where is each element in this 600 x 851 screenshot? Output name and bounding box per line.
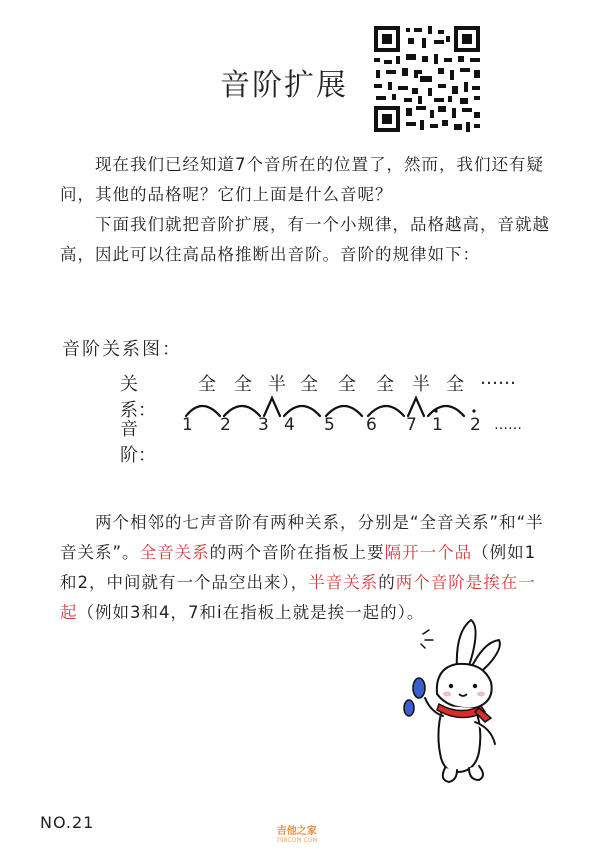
intro-text xyxy=(60,150,550,270)
watermark xyxy=(276,822,318,844)
half-step-mark xyxy=(264,398,280,416)
intro-paragraph-2: 下面我们就把音阶扩展，有一个小规律，品格越高，音就越高，因此可以往高品格推断出音阶。音阶的规律如下： xyxy=(60,215,550,264)
whole-step-term: 全音关系 xyxy=(139,543,210,562)
diagram-heading: 音阶关系图： xyxy=(62,339,182,360)
explain-text: 的两个音阶在指板上要 xyxy=(209,543,385,562)
high-octave-dot xyxy=(434,409,437,412)
intro-paragraph-1: 现在我们已经知道7个音所在的位置了，然而，我们还有疑问，其他的品格呢？它们上面是什么音呢？ xyxy=(60,155,544,204)
page-title: 音阶扩展 xyxy=(220,68,348,103)
octave-dots xyxy=(300,407,500,417)
relation-item: 全 xyxy=(338,374,356,395)
whole-step-rule: 隔开一个品 xyxy=(384,543,473,562)
relation-item: 全 xyxy=(446,374,464,395)
scale-degree: 5 xyxy=(324,415,335,435)
bunny-illustration xyxy=(395,612,505,787)
page-number: NO.21 xyxy=(40,813,95,832)
relations-ellipsis: …… xyxy=(480,368,516,389)
relation-item: 半 xyxy=(412,374,430,395)
scale-degree: 7 xyxy=(406,415,417,435)
qr-code-icon xyxy=(372,24,482,134)
scale-degree: 4 xyxy=(284,415,295,435)
relations-label: 关系： xyxy=(120,374,156,421)
scale-degree: 2 xyxy=(220,415,231,435)
relation-item: 全 xyxy=(234,374,252,395)
explain-text: 的 xyxy=(378,573,396,592)
scale-degree: 6 xyxy=(366,415,377,435)
watermark-url: 798COM.COM xyxy=(276,837,318,844)
scale-degree: 2 xyxy=(470,415,481,435)
scale-degree: 1 xyxy=(432,415,443,435)
relation-item: 全 xyxy=(300,374,318,395)
explanation-text xyxy=(60,508,550,628)
half-step-term: 半音关系 xyxy=(308,573,379,592)
explain-text: （例如3和4，7和i在指板上就是挨一起的）。 xyxy=(77,603,425,622)
relation-item: 全 xyxy=(376,374,394,395)
explain-text: （例如1和2，中间就有一个品空出来）， xyxy=(60,543,537,592)
high-octave-dot xyxy=(472,409,475,412)
steps-ellipsis: …… xyxy=(494,417,522,433)
relation-item: 半 xyxy=(268,374,286,395)
watermark-logo-text: 吉他之家 xyxy=(276,826,317,837)
steps-label: 音阶： xyxy=(120,419,156,466)
scale-degree: 1 xyxy=(182,415,193,435)
explain-text: 两个相邻的七声音阶有两种关系，分别是“全音关系”和“半音关系”。 xyxy=(60,513,544,562)
scale-degree: 3 xyxy=(258,415,269,435)
half-step-rule: 两个音阶是挨在一起 xyxy=(60,573,536,622)
relation-item: 全 xyxy=(198,374,216,395)
